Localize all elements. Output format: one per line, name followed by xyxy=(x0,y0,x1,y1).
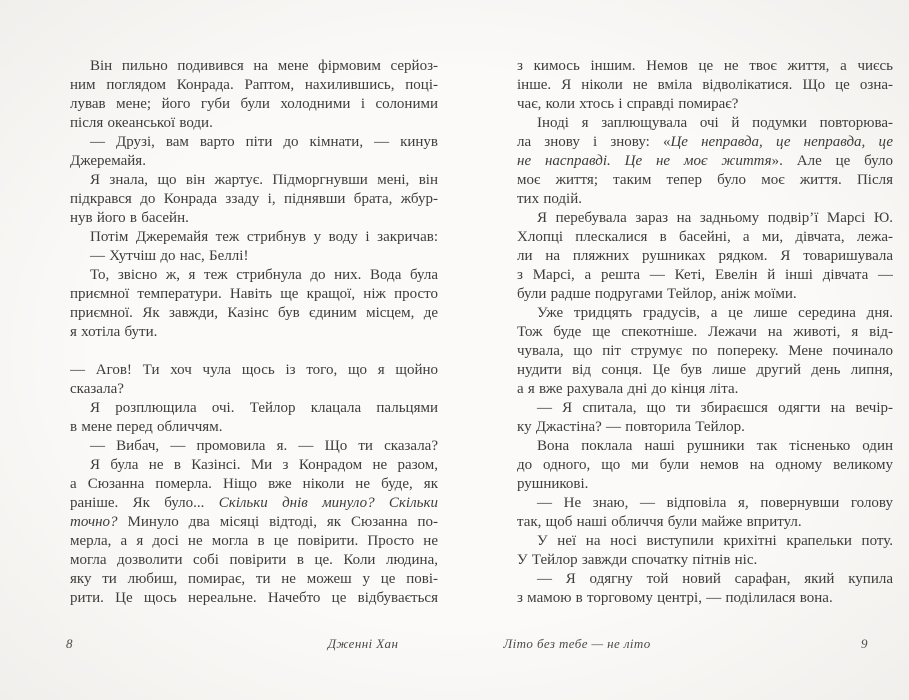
text-segment: сказала? xyxy=(70,381,124,397)
text-line xyxy=(70,190,438,209)
text-line xyxy=(517,513,893,532)
text-segment: Він пильно подивився на мене фірмовим серйоз- xyxy=(90,58,438,74)
text-line xyxy=(517,475,893,494)
text-line xyxy=(70,475,438,494)
text-line xyxy=(70,209,438,228)
text-segment: ку Джастіна? — повторила Тейлор. xyxy=(517,419,745,435)
text-line xyxy=(70,589,438,608)
text-segment: нув його в басейн. xyxy=(70,210,189,226)
text-segment: тих подій. xyxy=(517,191,583,207)
text-segment: Я перебувала зараз на задньому подвір’ї Марсі Ю. xyxy=(537,210,893,226)
text-line xyxy=(517,551,893,570)
footer-page-number-left: 8 xyxy=(66,636,73,651)
text-line xyxy=(70,228,438,247)
text-segment: ним поглядом Конрада. Раптом, нахилившись, поці- xyxy=(70,77,438,93)
text-segment: — Вибач, — промовила я. — Що ти сказала? xyxy=(90,438,438,454)
italic-text-segment: Скільки днів минуло? Скільки xyxy=(218,495,438,511)
text-segment: з Марсі, а решта — Кеті, Евелін й інші дівчата — xyxy=(517,267,893,283)
text-segment: з мамою в торговому центрі, — поділилася вона. xyxy=(517,590,833,606)
text-line xyxy=(517,133,893,152)
text-line xyxy=(517,456,893,475)
text-segment: чає, коли хтось і справді помирає? xyxy=(517,96,739,112)
text-segment: з кимось іншим. Немов це не твоє життя, а чиєсь xyxy=(517,58,893,74)
text-line xyxy=(517,114,893,133)
text-segment: Хлопці плескалися в басейні, а ми, дівчата, лежа- xyxy=(517,229,893,245)
text-line xyxy=(70,323,438,342)
text-segment: — Не знаю, — відповіла я, повернувши голову xyxy=(537,495,893,511)
text-line xyxy=(70,247,438,266)
text-segment: Тож буде ще спекотніше. Лежачи на животі, я від- xyxy=(517,324,893,340)
footer-running-title-book: Літо без тебе — не літо xyxy=(503,636,651,651)
text-line xyxy=(517,342,893,361)
text-line xyxy=(517,570,893,589)
text-line xyxy=(70,380,438,399)
text-segment: в мене перед обличчям. xyxy=(70,419,223,435)
text-segment: — Друзі, вам варто піти до кімнати, — кинув xyxy=(90,134,438,150)
italic-text-segment: не насправді. Це не моє життя xyxy=(517,153,772,169)
text-segment: У Тейлор завжди спочатку пітнів ніс. xyxy=(517,552,758,568)
italic-text-segment: Це неправда, це неправда, це xyxy=(670,134,893,150)
text-line xyxy=(70,285,438,304)
text-segment: нудити від сонця. Це був лише другий день липня, xyxy=(517,362,893,378)
text-line xyxy=(517,76,893,95)
text-line xyxy=(517,304,893,323)
text-segment: підкрався до Конрада ззаду і, піднявши брата, жбур- xyxy=(70,191,438,207)
text-line xyxy=(517,589,893,608)
text-line xyxy=(70,361,438,380)
text-segment: інше. Я ніколи не вміла відволікатися. Що це озна- xyxy=(517,77,893,93)
text-line xyxy=(70,266,438,285)
text-line xyxy=(70,95,438,114)
text-line xyxy=(517,247,893,266)
text-line xyxy=(70,399,438,418)
text-line xyxy=(517,95,893,114)
text-segment: Потім Джеремайя теж стрибнув у воду і закричав: xyxy=(90,229,438,245)
text-line xyxy=(70,152,438,171)
text-line xyxy=(517,437,893,456)
text-line xyxy=(517,380,893,399)
footer-running-title-author: Дженні Хан xyxy=(327,636,399,651)
text-segment: Я розплющила очі. Тейлор клацала пальцями xyxy=(90,400,438,416)
text-line xyxy=(70,114,438,133)
text-segment: — Я спитала, що ти збираєшся одягти на вечір- xyxy=(537,400,893,416)
text-line xyxy=(517,285,893,304)
text-line xyxy=(70,304,438,323)
text-segment: приємної температури. Навіть ще кращої, ніж просто xyxy=(70,286,438,302)
text-line xyxy=(517,323,893,342)
text-line xyxy=(70,551,438,570)
page-left-text-column xyxy=(70,57,438,608)
footer-page-number-right: 9 xyxy=(861,636,868,651)
italic-text-segment: точно? xyxy=(70,514,118,530)
text-segment: були радше подругами Тейлор, аніж моїми. xyxy=(517,286,797,302)
text-segment: після океанської води. xyxy=(70,115,213,131)
text-segment: чувала, що піт струмує по попереку. Мене починало xyxy=(517,343,893,359)
text-segment: рушникові. xyxy=(517,476,589,492)
text-line xyxy=(517,171,893,190)
text-line xyxy=(517,418,893,437)
text-segment: ». Але це було xyxy=(771,153,893,169)
text-segment: Я знала, що він жартує. Підморгнувши мені, він xyxy=(90,172,438,188)
text-segment: мерла, а я досі не могла в це повірити. Просто не xyxy=(70,533,438,549)
text-line xyxy=(70,133,438,152)
text-line xyxy=(517,494,893,513)
text-line xyxy=(517,57,893,76)
text-segment: а Сюзанна померла. Ніщо вже ніколи не буде, як xyxy=(70,476,438,492)
text-line xyxy=(517,532,893,551)
text-line xyxy=(517,190,893,209)
text-line xyxy=(517,399,893,418)
text-segment: — Хутчіш до нас, Беллі! xyxy=(90,248,249,264)
text-line xyxy=(70,437,438,456)
text-segment: ла знову і знову: « xyxy=(517,134,671,150)
text-segment: Іноді я заплющувала очі й подумки повторюва- xyxy=(537,115,893,131)
text-segment: То, звісно ж, я теж стрибнула до них. Вода була xyxy=(90,267,438,283)
text-segment: а я вже рахувала дні до кінця літа. xyxy=(517,381,739,397)
text-segment: Джеремайя. xyxy=(70,153,146,169)
text-segment: ли на пляжних рушниках рядком. Я товаришувала xyxy=(517,248,893,264)
text-line xyxy=(70,57,438,76)
text-segment: моє життя; таким тепер було моє життя. Після xyxy=(517,172,893,188)
text-line xyxy=(70,513,438,532)
text-line xyxy=(70,418,438,437)
text-segment: до одного, що ми були немов на одному великому xyxy=(517,457,893,473)
text-line xyxy=(517,228,893,247)
text-line xyxy=(517,361,893,380)
text-segment: У неї на носі виступили крихітні крапельки поту. xyxy=(537,533,893,549)
text-segment: раніше. Як було... xyxy=(70,495,219,511)
text-segment: приємної. Як завжди, Казінс був єдиним місцем, де xyxy=(70,305,438,321)
page-right-text-column xyxy=(517,57,893,608)
text-line xyxy=(517,152,893,171)
text-segment: Вона поклала наші рушники так тісненько один xyxy=(537,438,893,454)
text-line xyxy=(70,532,438,551)
text-segment: лував мене; його губи були холодними і солоними xyxy=(70,96,438,112)
text-line xyxy=(70,456,438,475)
text-line xyxy=(70,570,438,589)
text-line xyxy=(70,76,438,95)
text-line xyxy=(517,266,893,285)
text-segment: Минуло два місяці відтоді, як Сюзанна по- xyxy=(117,514,438,530)
text-line xyxy=(517,209,893,228)
text-segment: так, щоб наші обличчя були майже впритул. xyxy=(517,514,802,530)
text-segment: могла дозволити собі повірити в це. Коли людина, xyxy=(70,552,438,568)
text-segment: рити. Це щось нереальне. Начебто це відбувається xyxy=(70,590,438,606)
text-segment: я хотіла бути. xyxy=(70,324,158,340)
text-segment: Я була не в Казінсі. Ми з Конрадом не разом, xyxy=(90,457,438,473)
text-segment: Уже тридцять градусів, а це лише середина дня. xyxy=(537,305,893,321)
text-line xyxy=(70,171,438,190)
text-segment: яку ти любиш, помирає, ти не можеш у це пові- xyxy=(70,571,438,587)
text-segment: — Агов! Ти хоч чула щось із того, що я щойно xyxy=(70,362,438,378)
text-line xyxy=(70,494,438,513)
text-segment: — Я одягну той новий сарафан, який купила xyxy=(537,571,893,587)
